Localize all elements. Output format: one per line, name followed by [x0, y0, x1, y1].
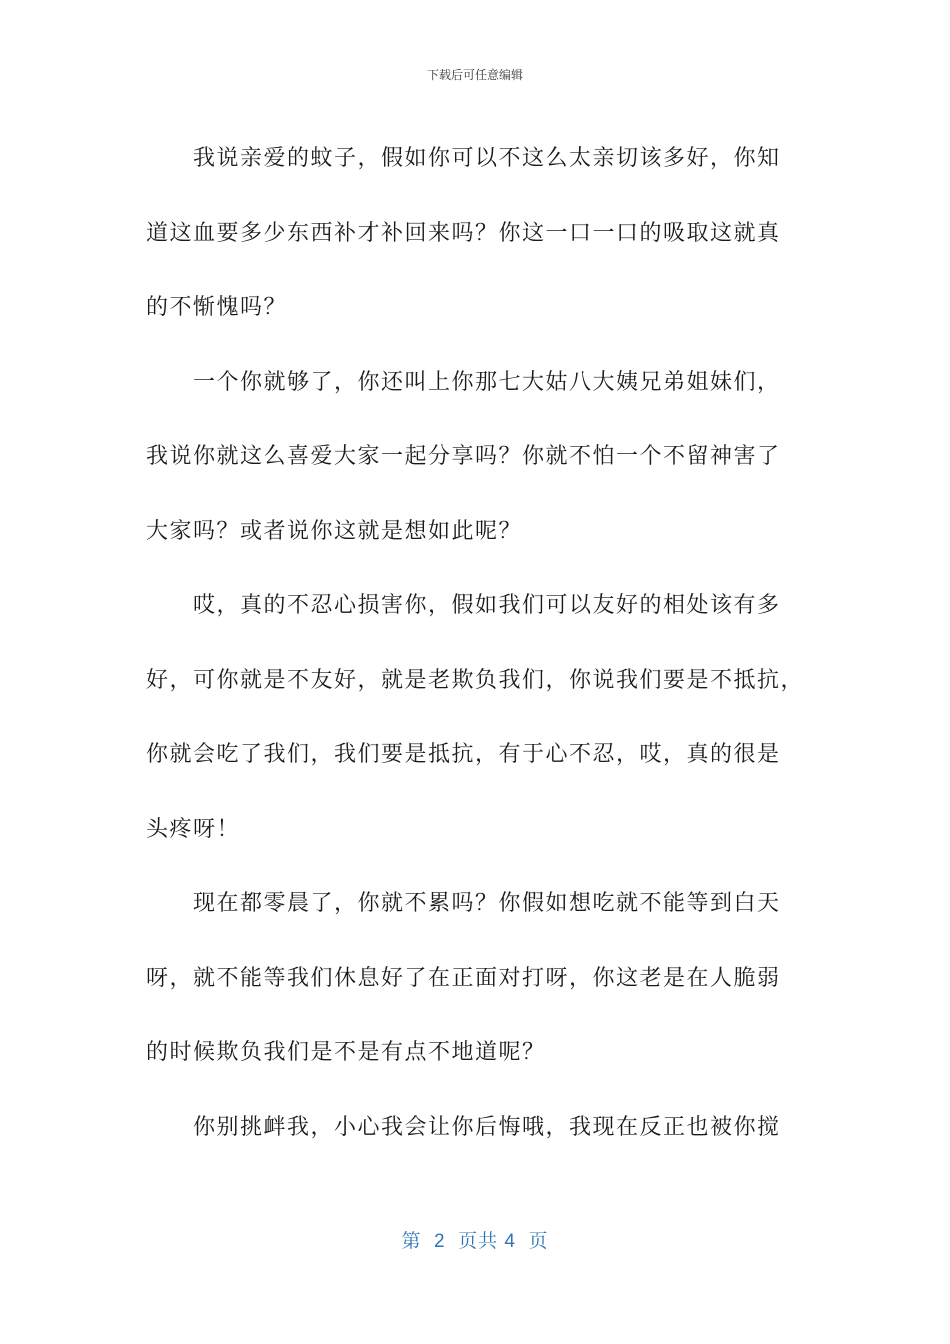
paragraph [146, 569, 806, 867]
page-footer [0, 1226, 950, 1253]
paragraph-line: 的时候欺负我们是不是有点不地道呢？ [146, 1040, 546, 1065]
paragraph [146, 867, 806, 1091]
paragraph-line: 现在都零晨了，你就不累吗？你假如想吃就不能等到白天 [193, 891, 781, 916]
paragraph [146, 346, 806, 570]
document-body [146, 122, 806, 1165]
paragraph-line: 哎，真的不忍心损害你，假如我们可以友好的相处该有多 [193, 593, 781, 618]
paragraph-line: 我说亲爱的蚊子，假如你可以不这么太亲切该多好，你知 [193, 146, 781, 171]
paragraph-line: 呀，就不能等我们休息好了在正面对打呀，你这老是在人脆弱 [146, 965, 781, 991]
paragraph-line: 道这血要多少东西补才补回来吗？你这一口一口的吸取这就真 [146, 220, 781, 246]
paragraph-line: 的不惭愧吗？ [146, 295, 288, 320]
paragraph [146, 1091, 806, 1166]
paragraph-line: 大家吗？或者说你这就是想如此呢？ [146, 518, 523, 544]
paragraph-line: 好，可你就是不友好，就是老欺负我们，你说我们要是不抵抗， [146, 667, 805, 693]
page-header: 下载后可任意编辑 [426, 68, 523, 82]
page-number: 第 2 页共 4 页 [401, 1231, 549, 1252]
paragraph-line: 我说你就这么喜爱大家一起分享吗？你就不怕一个不留神害了 [146, 444, 781, 469]
paragraph [146, 122, 806, 346]
paragraph-line: 一个你就够了，你还叫上你那七大姑八大姨兄弟姐妹们， [193, 369, 781, 395]
paragraph-line: 头疼呀！ [146, 816, 241, 842]
paragraph-line: 你别挑衅我，小心我会让你后悔哦，我现在反正也被你搅 [193, 1114, 781, 1140]
paragraph-line: 你就会吃了我们，我们要是抵抗，有于心不忍，哎，真的很是 [146, 742, 781, 767]
